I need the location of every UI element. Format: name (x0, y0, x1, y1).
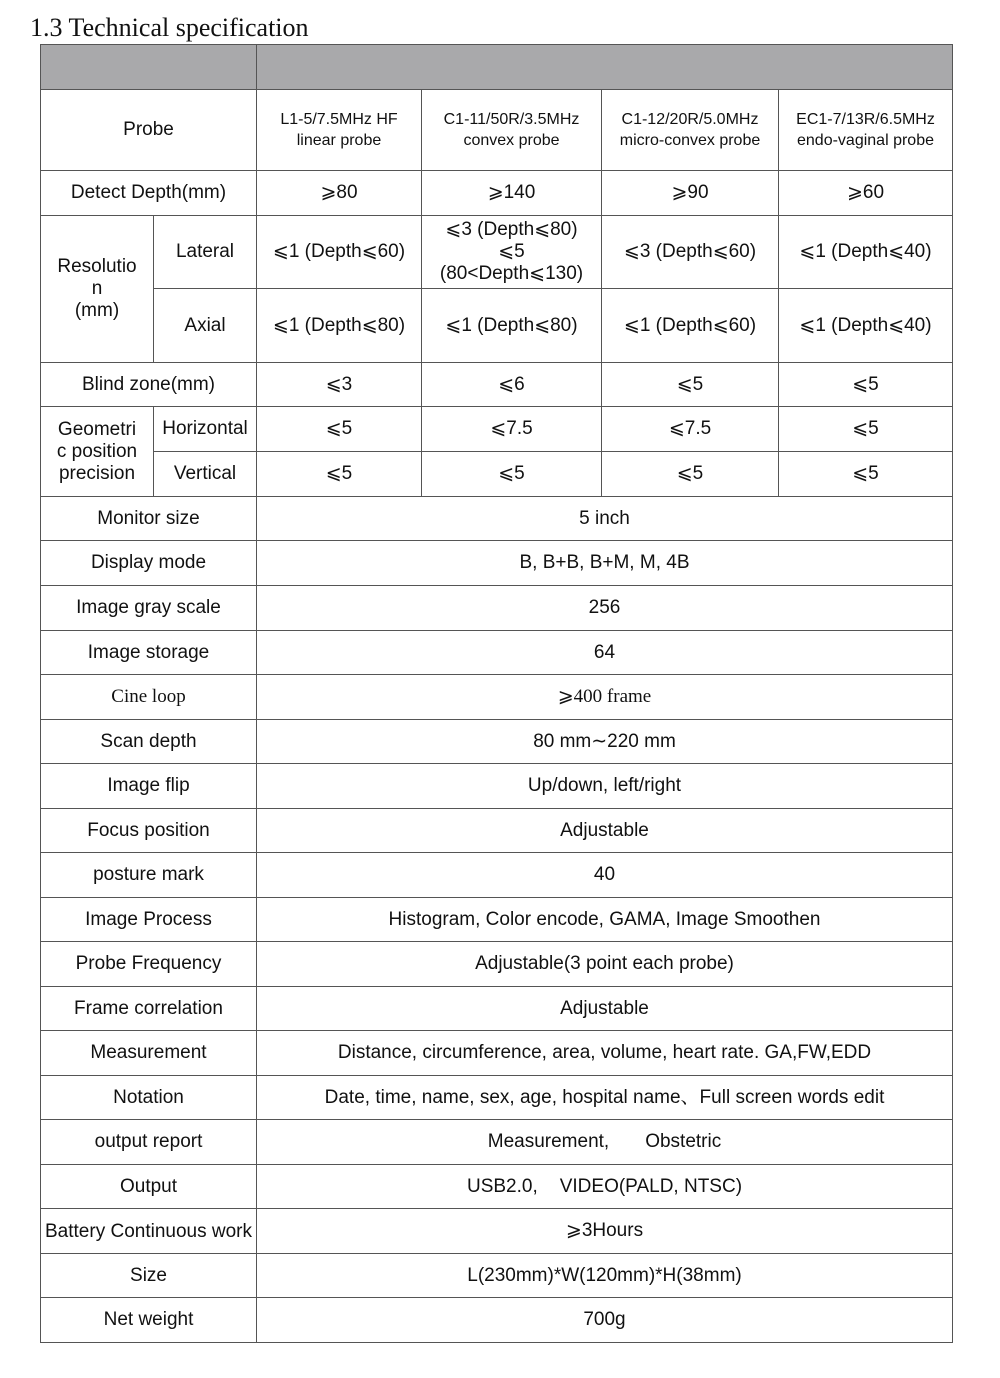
blind-zone-1: ⩽3 (257, 363, 422, 407)
posture-mark-label: posture mark (41, 853, 257, 898)
blind-zone-4: ⩽5 (779, 363, 953, 407)
focus-position-label: Focus position (41, 809, 257, 853)
scan-depth-value: 80 mm∼220 mm (257, 720, 953, 764)
table-row (41, 216, 953, 289)
table-row (41, 675, 953, 720)
table-row (41, 942, 953, 987)
table-row (41, 452, 953, 497)
display-mode-label: Display mode (41, 541, 257, 586)
image-flip-value: Up/down, left/right (257, 764, 953, 809)
battery-label: Battery Continuous work (41, 1209, 257, 1254)
measurement-value: Distance, circumference, area, volume, heart rate. GA,FW,EDD (257, 1031, 953, 1076)
lateral-1: ⩽1 (Depth⩽60) (257, 216, 422, 289)
probe-header-3: C1-12/20R/5.0MHz micro-convex probe (602, 90, 779, 171)
notation-value: Date, time, name, sex, age, hospital name、Full screen words edit (257, 1076, 953, 1120)
image-storage-label: Image storage (41, 631, 257, 675)
detect-depth-3: ⩾90 (602, 171, 779, 216)
frame-correlation-label: Frame correlation (41, 987, 257, 1031)
horizontal-1: ⩽5 (257, 407, 422, 452)
output-value: USB2.0, VIDEO(PALD, NTSC) (257, 1165, 953, 1209)
spec-table (40, 44, 953, 1343)
lateral-2: ⩽3 (Depth⩽80) ⩽5 (80<Depth⩽130) (422, 216, 602, 289)
monitor-size-label: Monitor size (41, 497, 257, 541)
table-row (41, 1298, 953, 1343)
probe-frequency-label: Probe Frequency (41, 942, 257, 987)
lateral-3: ⩽3 (Depth⩽60) (602, 216, 779, 289)
focus-position-value: Adjustable (257, 809, 953, 853)
horizontal-4: ⩽5 (779, 407, 953, 452)
detect-depth-4: ⩾60 (779, 171, 953, 216)
vertical-3: ⩽5 (602, 452, 779, 497)
output-label: Output (41, 1165, 257, 1209)
resolution-label: Resolutio n (mm) (41, 216, 154, 363)
table-row (41, 631, 953, 675)
axial-4: ⩽1 (Depth⩽40) (779, 289, 953, 363)
axial-2: ⩽1 (Depth⩽80) (422, 289, 602, 363)
table-row (41, 541, 953, 586)
table-row (41, 809, 953, 853)
detect-depth-label: Detect Depth(mm) (41, 171, 257, 216)
table-row (41, 171, 953, 216)
table-row (41, 898, 953, 942)
section-title: 1.3 Technical specification (30, 13, 309, 42)
header-band-right (257, 45, 953, 90)
blind-zone-label: Blind zone(mm) (41, 363, 257, 407)
table-row (41, 1165, 953, 1209)
axial-1: ⩽1 (Depth⩽80) (257, 289, 422, 363)
probe-header-2: C1-11/50R/3.5MHz convex probe (422, 90, 602, 171)
table-row (41, 586, 953, 631)
table-row (41, 1076, 953, 1120)
horizontal-3: ⩽7.5 (602, 407, 779, 452)
probe-header-1: L1-5/7.5MHz HF linear probe (257, 90, 422, 171)
size-value: L(230mm)*W(120mm)*H(38mm) (257, 1254, 953, 1298)
probe-row (41, 90, 953, 171)
size-label: Size (41, 1254, 257, 1298)
table-row (41, 1254, 953, 1298)
axial-3: ⩽1 (Depth⩽60) (602, 289, 779, 363)
lateral-label: Lateral (154, 216, 257, 289)
axial-label: Axial (154, 289, 257, 363)
detect-depth-1: ⩾80 (257, 171, 422, 216)
table-row (41, 363, 953, 407)
table-row (41, 720, 953, 764)
monitor-size-value: 5 inch (257, 497, 953, 541)
notation-label: Notation (41, 1076, 257, 1120)
image-process-label: Image Process (41, 898, 257, 942)
header-band-row (41, 45, 953, 90)
probe-label: Probe (41, 90, 257, 171)
net-weight-label: Net weight (41, 1298, 257, 1343)
posture-mark-value: 40 (257, 853, 953, 898)
probe-frequency-value: Adjustable(3 point each probe) (257, 942, 953, 987)
table-row (41, 497, 953, 541)
frame-correlation-value: Adjustable (257, 987, 953, 1031)
vertical-label: Vertical (154, 452, 257, 497)
horizontal-2: ⩽7.5 (422, 407, 602, 452)
image-storage-value: 64 (257, 631, 953, 675)
geometric-label: Geometri c position precision (41, 407, 154, 497)
table-row (41, 1031, 953, 1076)
header-band-left (41, 45, 257, 90)
table-row (41, 1120, 953, 1165)
net-weight-value: 700g (257, 1298, 953, 1343)
table-row (41, 853, 953, 898)
table-row (41, 289, 953, 363)
probe-header-4: EC1-7/13R/6.5MHz endo-vaginal probe (779, 90, 953, 171)
blind-zone-3: ⩽5 (602, 363, 779, 407)
cine-loop-label: Cine loop (41, 675, 257, 720)
output-report-label: output report (41, 1120, 257, 1165)
output-report-value: Measurement, Obstetric (257, 1120, 953, 1165)
lateral-4: ⩽1 (Depth⩽40) (779, 216, 953, 289)
vertical-2: ⩽5 (422, 452, 602, 497)
cine-loop-value: ⩾400 frame (257, 675, 953, 720)
image-process-value: Histogram, Color encode, GAMA, Image Smoothen (257, 898, 953, 942)
image-flip-label: Image flip (41, 764, 257, 809)
scan-depth-label: Scan depth (41, 720, 257, 764)
blind-zone-2: ⩽6 (422, 363, 602, 407)
gray-scale-value: 256 (257, 586, 953, 631)
horizontal-label: Horizontal (154, 407, 257, 452)
table-row (41, 407, 953, 452)
table-row (41, 987, 953, 1031)
table-row (41, 764, 953, 809)
measurement-label: Measurement (41, 1031, 257, 1076)
battery-value: ⩾3Hours (257, 1209, 953, 1254)
detect-depth-2: ⩾140 (422, 171, 602, 216)
table-row (41, 1209, 953, 1254)
gray-scale-label: Image gray scale (41, 586, 257, 631)
vertical-1: ⩽5 (257, 452, 422, 497)
display-mode-value: B, B+B, B+M, M, 4B (257, 541, 953, 586)
vertical-4: ⩽5 (779, 452, 953, 497)
